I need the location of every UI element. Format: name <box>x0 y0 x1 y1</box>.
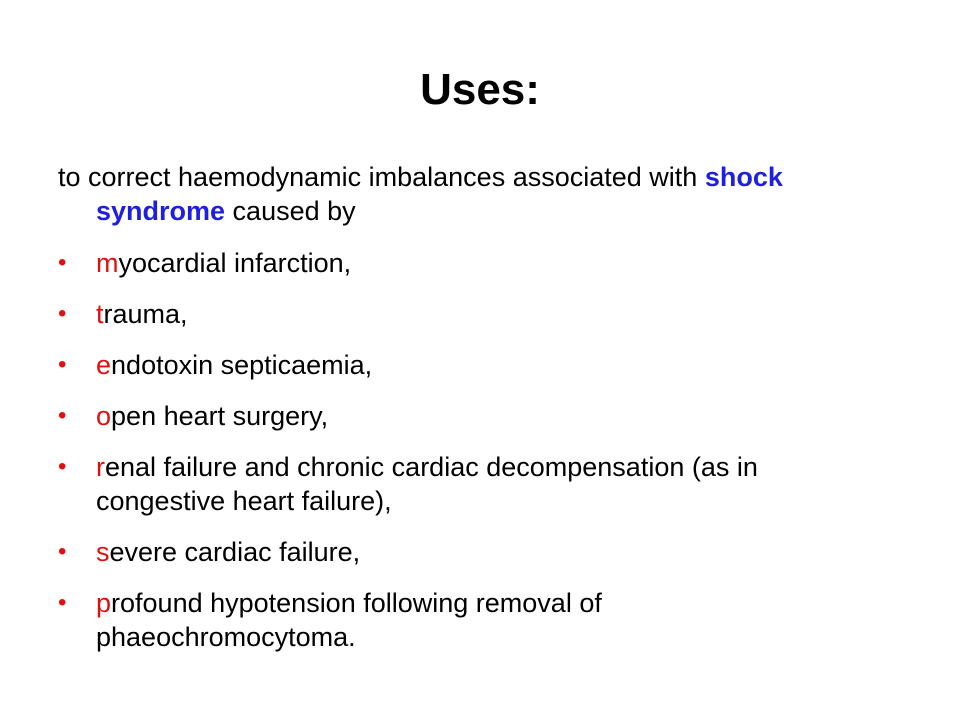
item-first-letter: s <box>96 537 110 567</box>
item-first-letter: r <box>96 452 105 482</box>
list-item <box>58 535 858 569</box>
list-item <box>58 348 858 382</box>
bullet-icon: • <box>58 453 67 480</box>
item-text: evere cardiac failure, <box>109 537 361 567</box>
item-text: enal failure and chronic cardiac decompensation (as in congestive heart failure), <box>96 452 758 516</box>
intro-after: caused by <box>225 196 356 226</box>
slide-title: Uses: <box>420 65 540 114</box>
item-first-letter: t <box>96 299 104 329</box>
intro-text <box>58 160 858 228</box>
bullet-list <box>58 246 858 654</box>
item-text: rauma, <box>103 299 188 329</box>
bullet-icon: • <box>58 249 67 276</box>
list-item <box>58 246 858 280</box>
item-first-letter: m <box>96 248 119 278</box>
list-item <box>58 586 858 654</box>
bullet-icon: • <box>58 538 67 565</box>
slide-content <box>58 160 858 671</box>
bullet-icon: • <box>58 300 67 327</box>
item-text: pen heart surgery, <box>111 401 329 431</box>
item-text: yocardial infarction, <box>118 248 352 278</box>
list-item <box>58 297 858 331</box>
list-item <box>58 450 858 518</box>
item-text: ndotoxin septicaemia, <box>111 350 373 380</box>
item-first-letter: p <box>96 588 112 618</box>
list-item <box>58 399 858 433</box>
intro-before: to correct haemodynamic imbalances associated with <box>58 162 705 192</box>
bullet-icon: • <box>58 351 67 378</box>
bullet-icon: • <box>58 589 67 616</box>
bullet-icon: • <box>58 402 67 429</box>
item-text: rofound hypotension following removal of phaeochromocytoma. <box>96 588 602 652</box>
item-first-letter: e <box>96 350 112 380</box>
item-first-letter: o <box>96 401 112 431</box>
intro-highlight: shock syndrome <box>96 162 783 226</box>
